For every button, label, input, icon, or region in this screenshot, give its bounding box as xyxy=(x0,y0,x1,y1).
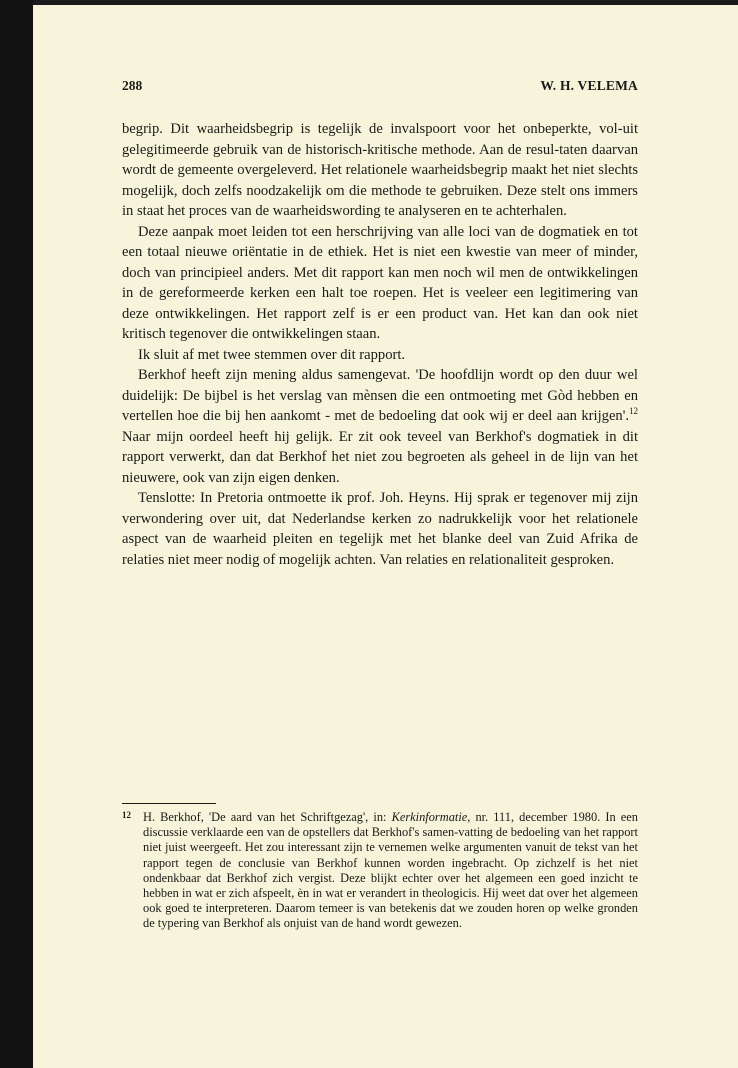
running-head-author: W. H. VELEMA xyxy=(540,78,638,93)
footnote-marker: 12 xyxy=(122,810,131,820)
footnote-text-rest: , nr. 111, december 1980. In een discussie verklaarde een van de opstellers dat Berkhof's samen-vatting de bedoeling van het rapport niet juist weergeeft. Het zou interessant zijn te vernemen welke argumenten vanuit de tekst van het rapport tegen de conclusie van Berkhof kunnen worden ingebracht. Op zichzelf is het niet ondenkbaar dat Berkhof zich vergist. Deze blijkt echter over het algemeen een goed inzicht te hebben in wat er zich afspeelt, èn in wat er verandert in theologicis. Hij weet dat over het algemeen ook goed te interpreteren. Daarom temeer is van betekenis dat we zouden horen op welke gronden de typering van Berkhof als onjuist van de hand wordt gewezen. xyxy=(143,810,638,931)
footnote-journal-title: Kerkinformatie xyxy=(391,810,468,824)
page-number: 288 xyxy=(122,78,143,93)
berkhof-quote-text: Berkhof heeft zijn mening aldus samengevat. 'De hoofdlijn wordt op den duur wel duidelijk: De bijbel is het verslag van mènsen die een ontmoeting met Gòd hebben en vertellen hoe die bij hen aankomt - met de bedoeling dat ook wij er deel aan krijgen'. xyxy=(122,367,638,424)
scan-left-edge xyxy=(0,0,33,1068)
footnote-text-start: H. Berkhof, 'De aard van het Schriftgezag', in: xyxy=(143,810,392,824)
paragraph-2: Deze aanpak moet leiden tot een herschrijving van alle loci van de dogmatiek en tot een totaal nieuwe oriëntatie in de ethiek. Het is niet een kwestie van meer of minder, doch van principieel anders. Met dit rapport kan men noch wil men de ontwikkelingen in de gereformeerde kerken een halt toe roepen. Het is veeleer een legitimering van deze ontwikkelingen. Het rapport zelf is er een product van. Het kan dan ook niet kritisch tegenover die ontwikkelingen staan. xyxy=(122,223,638,342)
paragraph-1: begrip. Dit waarheidsbegrip is tegelijk de invalspoort voor het onbeperkte, vol-uit gelegitimeerde gebruik van de historisch-kritische methode. Aan de resul-taten daarvan wordt de gemeente overgeleverd. Het relationele waarheidsbegrip maakt het niet slechts mogelijk, doch zelfs noodzakelijk om die methode te gebruiken. Deze stelt ons immers in staat het proces van de waarheidswording te analyseren en te achterhalen. xyxy=(122,121,638,219)
paragraph-3: Ik sluit af met twee stemmen over dit rapport. xyxy=(138,346,406,363)
footnote-12 xyxy=(122,810,638,932)
paragraph-berkhof xyxy=(122,365,638,488)
footnote-reference[interactable]: 12 xyxy=(629,406,638,417)
berkhof-comment-text: Naar mijn oordeel heeft hij gelijk. Er zit ook teveel van Berkhof's dogmatiek in dit rapport verwerkt, dan dat Berkhof het niet zou begroeten als geheel in de lijn van het nieuwere, ook van zijn eigen denken. xyxy=(122,428,638,486)
paragraph-4: Tenslotte: In Pretoria ontmoette ik prof. Joh. Heyns. Hij sprak er tegenover mij zijn verwondering over uit, dat Nederlandse kerken zo nadrukkelijk voor het relationele aspect van de waarheid pleiten en tegelijk met het blanke deel van Zuid Afrika de relaties niet meer nodig of mogelijk achten. Van relaties en relationaliteit gesproken. xyxy=(122,490,638,568)
body-text xyxy=(122,119,638,570)
footnote-divider xyxy=(122,803,216,804)
